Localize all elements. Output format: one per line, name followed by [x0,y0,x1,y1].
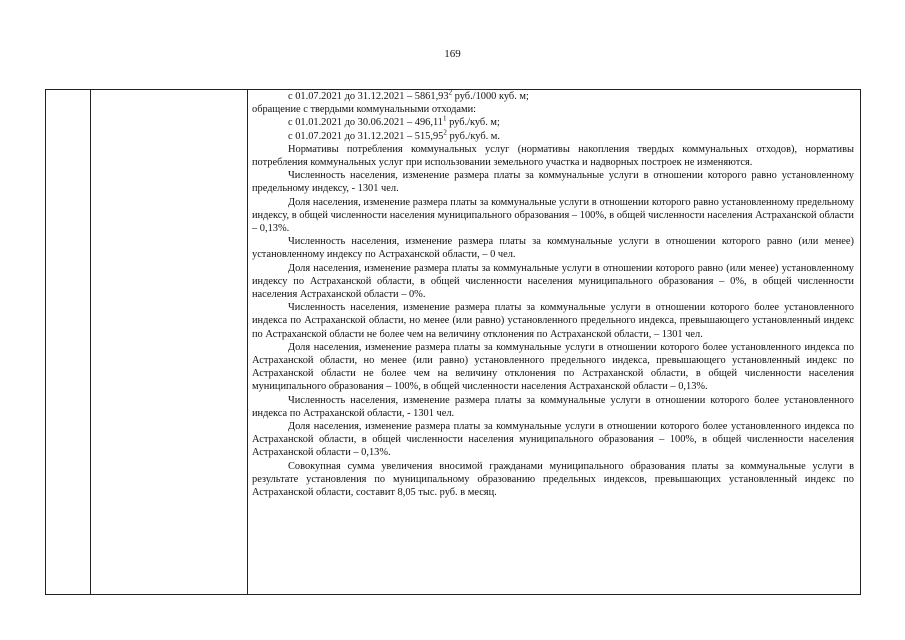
paragraph: Нормативы потребления коммунальных услуг (нормативы накопления твердых коммунальных отходов), нормативы потребления коммунальных услуг при использовании земельного участка и надворных построек не изменяются. [252,143,854,169]
paragraph: Численность населения, изменение размера платы за коммунальные услуги в отношении которого более установленного индекса по Астраханской области, но менее (или равно) установленного предельного индекса, превышающего установленный индекс по Астраханской области не более чем на величину отклонения по Астраханской области, – 1301 чел. [252,302,854,340]
paragraph: Численность населения, изменение размера платы за коммунальные услуги в отношении которого более установленного индекса по Астраханской области, - 1301 чел. [252,394,854,419]
paragraph: Доля населения, изменение размера платы за коммунальные услуги в отношении которого более установленного индекса по Астраханской области, в общей численности населения муниципального образования – 100%, в общей численности населения Астраханской области – 0,13%. [252,421,854,459]
column-divider [90,90,91,594]
tariff-line: с 01.07.2021 до 31.12.2021 – 515,95$^2$ руб./куб. м. [288,128,500,142]
tariff-line: с 01.01.2021 до 30.06.2021 – 496,11$^1$ руб./куб. м; [288,114,500,129]
paragraph: Доля населения, изменение размера платы за коммунальные услуги в отношении которого равно (или менее) установленному индексу по Астраханской области, в общей численности населения муниципального образования – 0%, в общей численности населения Астраханской области – 0%. [252,262,854,301]
page-number: 169 [444,48,461,60]
paragraph: Доля населения, изменение размера платы за коммунальные услуги в отношении которого равно установленному предельному индексу, в общей численности населения муниципального образования – 100%, в общей численности населения Астраханской области – 0,13%. [252,196,854,235]
table-text-cell [252,90,854,499]
paragraph: Численность населения, изменение размера платы за коммунальные услуги в отношении которого равно установленному предельному индексу, - 1301 чел. [252,170,854,195]
paragraph: Численность населения, изменение размера платы за коммунальные услуги в отношении которого равно (или менее) установленному индексу по Астраханской области, – 0 чел. [252,236,854,261]
tariff-line: с 01.07.2021 до 31.12.2021 – 5861,93$^2$ руб./1000 куб. м; [288,88,529,102]
paragraph: Доля населения, изменение размера платы за коммунальные услуги в отношении которого более установленного индекса по Астраханской области, но менее (или равно) установленного предельного индекса, превышающего установленный индекс по Астраханской области не более чем на величину отклонения по Астраханской области, в общей численности населения муниципального образования – 100%, в общей численности населения Астраханской области – 0,13%. [252,341,854,393]
paragraph: Совокупная сумма увеличения вносимой гражданами муниципального образования платы за коммунальные услуги в результате установления по муниципальному образованию предельных индексов, превышающих установленный индекс по Астраханской области, составит 8,05 тыс. руб. в месяц. [252,460,854,499]
tariff-heading: обращение с твердыми коммунальными отходами: [252,104,477,116]
content-table [45,89,861,595]
column-divider [247,90,248,594]
